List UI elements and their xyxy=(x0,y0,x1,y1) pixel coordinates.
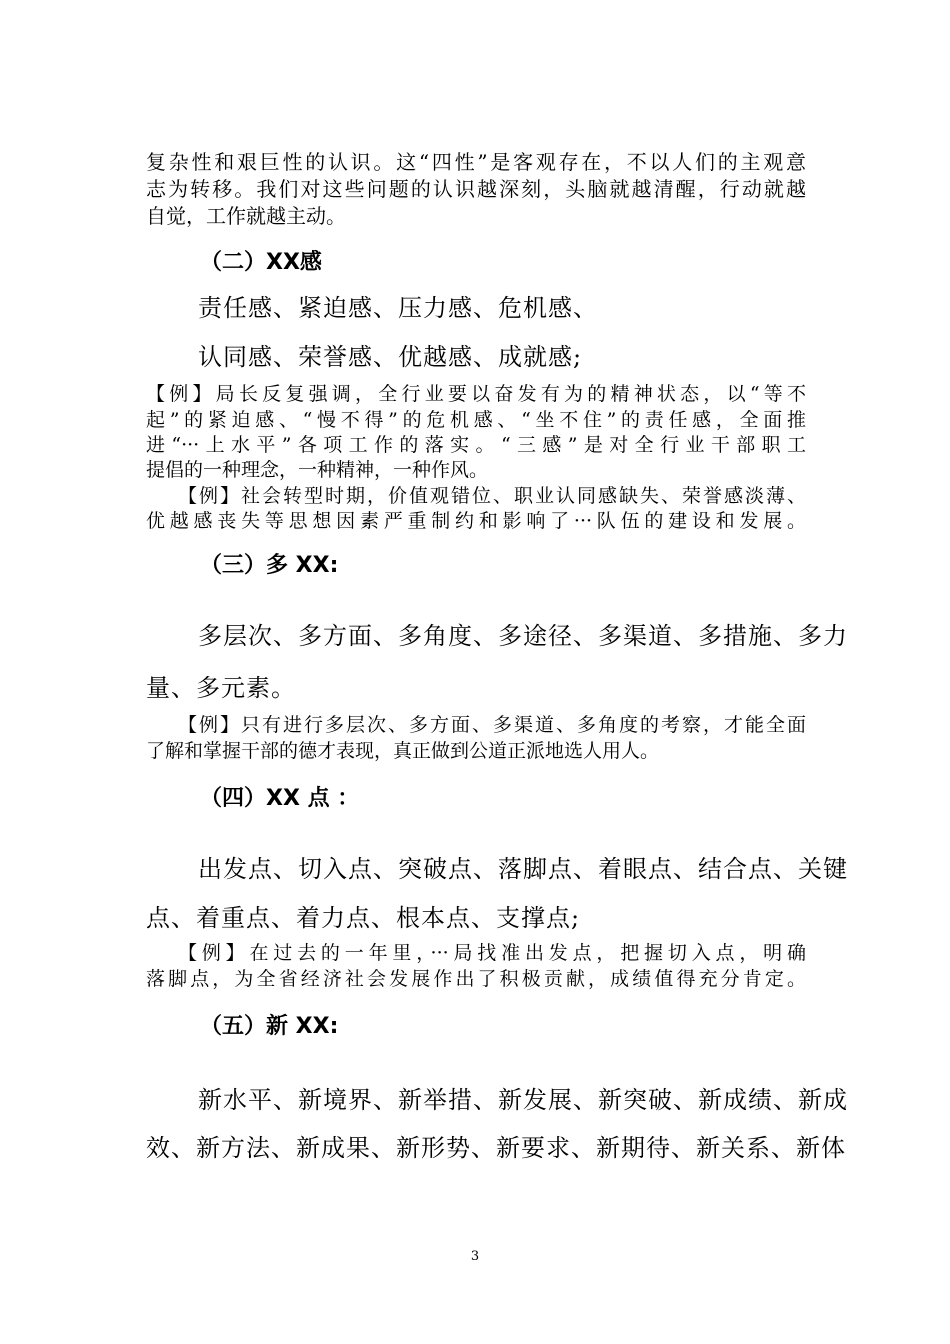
section-2-example-1-line-4: 提倡的一种理念，一种精神，一种作风。 xyxy=(146,459,489,481)
section-3-example-line-2: 了解和掌握干部的德才表现，真正做到公道正派地选人用人。 xyxy=(146,740,660,762)
section-3-example-line-1: 【例】只有进行多层次、多方面、多渠道、多角度的考察，才能全面 xyxy=(178,714,806,736)
section-2-heading: （二）XX感 xyxy=(200,250,322,275)
section-3-words-1: 多层次、多方面、多角度、多途径、多渠道、多措施、多力 xyxy=(198,622,848,650)
section-5-heading: （五）新 XX: xyxy=(200,1014,339,1039)
section-4-words-1: 出发点、切入点、突破点、落脚点、着眼点、结合点、关键 xyxy=(198,855,848,883)
section-2-example-2-line-2: 优越感丧失等思想因素严重制约和影响了···队伍的建设和发展。 xyxy=(146,510,806,532)
section-2-example-1-line-3: 进“···上水平”各项工作的落实。“三感”是对全行业干部职工 xyxy=(146,434,806,456)
section-4-words-2: 点、着重点、着力点、根本点、支撑点; xyxy=(146,904,581,932)
section-2-words-1: 责任感、紧迫感、压力感、危机感、 xyxy=(198,294,598,322)
section-2-words-2: 认同感、荣誉感、优越感、成就感; xyxy=(198,343,583,371)
section-4-heading: （四）XX 点 ： xyxy=(200,786,360,811)
section-4-example-line-2: 落脚点，为全省经济社会发展作出了积极贡献，成绩值得充分肯定。 xyxy=(146,968,806,990)
section-2-example-1-line-1: 【例】局长反复强调，全行业要以奋发有为的精神状态，以“等不 xyxy=(146,383,806,405)
section-4-example-line-1: 【例】在过去的一年里，···局找准出发点，把握切入点，明确 xyxy=(178,942,806,964)
section-2-example-1-line-2: 起”的紧迫感、“慢不得”的危机感、“坐不住”的责任感，全面推 xyxy=(146,409,806,431)
section-5-words-2: 效、新方法、新成果、新形势、新要求、新期待、新关系、新体 xyxy=(146,1134,846,1162)
section-2-example-2-line-1: 【例】社会转型时期，价值观错位、职业认同感缺失、荣誉感淡薄、 xyxy=(178,485,806,507)
intro-line-1: 复杂性和艰巨性的认识。这“四性”是客观存在，不以人们的主观意 xyxy=(146,150,806,174)
intro-line-2: 志为转移。我们对这些问题的认识越深刻，头脑就越清醒，行动就越 xyxy=(146,177,806,201)
page-number: 3 xyxy=(470,1249,480,1264)
section-5-words-1: 新水平、新境界、新举措、新发展、新突破、新成绩、新成 xyxy=(198,1086,848,1114)
section-3-heading: （三）多 XX: xyxy=(200,553,339,578)
intro-line-3: 自觉，工作就越主动。 xyxy=(146,204,346,228)
section-3-words-2: 量、多元素。 xyxy=(146,674,296,702)
